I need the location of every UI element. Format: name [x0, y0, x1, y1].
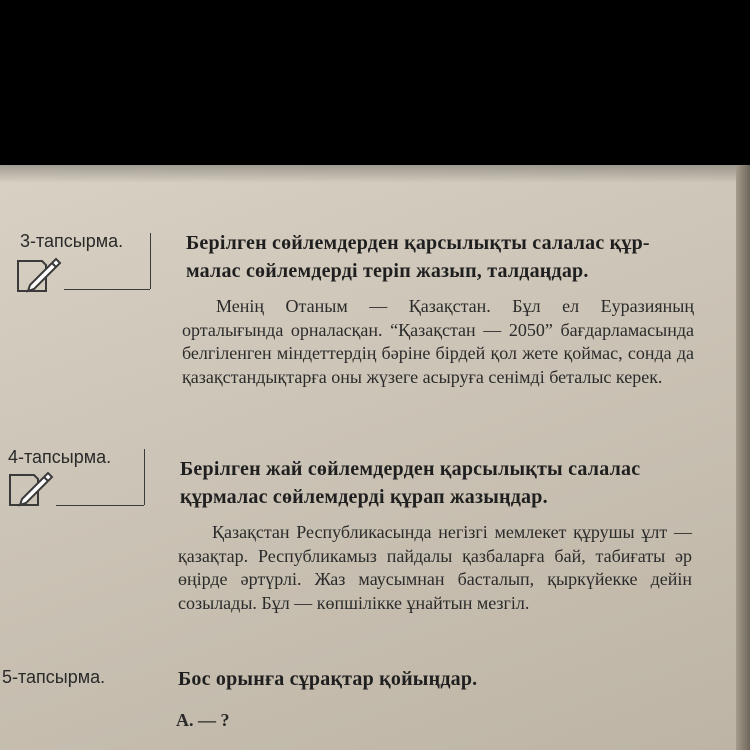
task-3-label: 3-тапсырма. — [20, 231, 124, 251]
task-4-paragraph: Қазақстан Республикасында негізгі мемлекет құрушы ұлт — қазақтар. Республикамыз пайдалы қазбаларға бай, табиғаты әр өңірде әртүрлі. Жаз маусымнан басталып, қыркүйекке дейін созылады. Бұл — көпшілікке ұнайтын мезгіл. — [178, 522, 692, 613]
page-edge — [736, 165, 750, 750]
task-4-instruction — [180, 455, 700, 511]
pencil-notebook-icon — [16, 255, 62, 295]
book-page — [0, 165, 750, 750]
task-3-instruction — [186, 229, 706, 285]
task-4-underline — [56, 505, 144, 506]
task-3-text — [182, 295, 694, 389]
task-4-instruction-line-2: құрмалас сөйлемдерді құрап жазыңдар. — [180, 486, 548, 508]
task-4-label: 4-тапсырма. — [8, 447, 112, 467]
task-5-instruction — [178, 665, 698, 693]
task-5-partial-line: А. — ? — [176, 710, 230, 730]
task-3-instruction-line-1: Берілген сөйлемдерден қарсылықты салалас құр- — [186, 232, 650, 254]
task-4-text — [178, 521, 692, 615]
task-5-instruction-line-1: Бос орынға сұрақтар қойыңдар. — [178, 668, 478, 690]
page-shadow — [0, 165, 750, 183]
task-3-paragraph: Менің Отаным — Қазақстан. Бұл ел Еуразияның орталығында орналасқан. “Қазақстан — 2050” бағдарламасында белгіленген міндеттердің бәріне бірдей қол жете қоймас, сонда да қазақстандықтарға оны жүзеге асыруға сенімді беталыс керек. — [182, 296, 694, 387]
task-4-divider — [144, 449, 145, 505]
task-4-instruction-line-1: Берілген жай сөйлемдерден қарсылықты салалас — [180, 458, 641, 480]
task-3-underline — [64, 289, 150, 290]
pencil-notebook-icon — [8, 469, 54, 509]
task-5-label: 5-тапсырма. — [2, 667, 106, 687]
task-3-divider — [150, 233, 151, 289]
task-3-instruction-line-2: малас сөйлемдерді теріп жазып, талдаңдар. — [186, 260, 589, 282]
